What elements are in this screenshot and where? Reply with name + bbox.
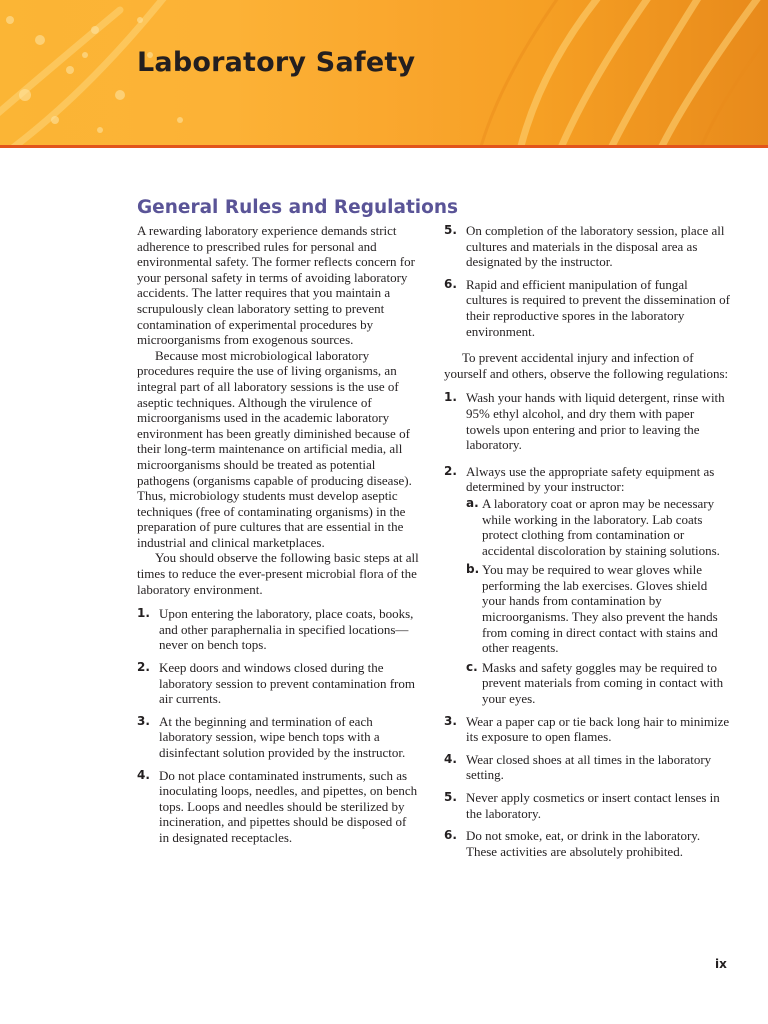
list-item-text: Do not smoke, eat, or drink in the laboratory. These activities are absolutely prohibited.	[466, 828, 701, 859]
sublist-item-letter: a.	[466, 495, 479, 510]
page-number: ix	[715, 957, 727, 971]
list-item-text: On completion of the laboratory session, place all cultures and materials in the disposal area as designated by the instructor.	[466, 223, 725, 270]
list-item	[137, 606, 419, 653]
list-item-number: 2.	[137, 660, 150, 675]
list-item-text: Wear a paper cap or tie back long hair to minimize its exposure to open flames.	[466, 713, 730, 745]
intro-paragraph-1: A rewarding laboratory experience demands strict adherence to prescribed rules for personal and environmental safety. The former reflects concern for your personal safety in terms of avoiding laboratory accidents. The latter requires that you maintain a scrupulously clean laboratory setting to prevent contamination of experimental procedures by microorganisms from exogenous sources.	[137, 223, 415, 348]
list-item	[444, 828, 730, 859]
section-heading: General Rules and Regulations	[137, 197, 459, 218]
sublist-item-text: You may be required to wear gloves while performing the lab exercises. Gloves shield your hands from contamination by microorganisms. They also prevent the hands from coming in direct contact with stains and other reagents.	[482, 562, 718, 656]
list-item-number: 6.	[444, 828, 457, 843]
list-item-text: Rapid and efficient manipulation of fungal cultures is required to prevent the dissemination of their reproductive spores in the laboratory environment.	[466, 276, 730, 339]
list-item-number: 1.	[444, 390, 457, 405]
sublist-item-letter: b.	[466, 562, 480, 577]
header-banner	[0, 0, 768, 145]
list-item	[444, 464, 730, 707]
list-item	[444, 752, 730, 783]
basic-steps-list	[137, 606, 419, 845]
list-item-text: Keep doors and windows closed during the laboratory session to prevent contamination from air currents.	[159, 660, 415, 707]
sublist-item-letter: c.	[466, 659, 478, 674]
list-item-number: 3.	[137, 713, 150, 728]
list-item-number: 5.	[444, 223, 457, 237]
page-title: Laboratory Safety	[137, 47, 416, 78]
sublist-item-text: A laboratory coat or apron may be necessary while working in the laboratory. Lab coats protect clothing from contamination or accidental discoloration by staining solutions.	[482, 495, 720, 558]
list-item	[444, 277, 730, 339]
list-item-number: 1.	[137, 606, 150, 621]
intro-paragraph-2: Because most microbiological laboratory procedures require the use of living organisms, an integral part of all laboratory sessions is the use of aseptic techniques. Although the virulence of microorganisms used in the academic laboratory environment has been greatly diminished because of their long-term maintenance on artificial media, all microorganisms should be treated as potential pathogens (organisms capable of producing disease). Thus, microbiology students must develop aseptic techniques (free of contaminating organisms) in the preparation of pure cultures that are essential in the industrial and clinical marketplaces.	[137, 347, 412, 550]
list-item-text: At the beginning and termination of each laboratory session, wipe bench tops with a disinfectant solution provided by the instructor.	[159, 713, 406, 760]
left-column	[137, 223, 419, 853]
list-item-text: Do not place contaminated instruments, such as inoculating loops, needles, and pipettes, on bench tops. Loops and needles should be sterilized by incineration, and pipettes should be disposed of in designated receptacles.	[159, 767, 418, 845]
regulations-list	[444, 390, 730, 859]
list-item-text: Wear closed shoes at all times in the laboratory setting.	[466, 751, 712, 783]
sublist-item	[466, 496, 730, 558]
list-item-number: 6.	[444, 276, 457, 291]
list-item	[444, 790, 730, 821]
intro-paragraph-3: You should observe the following basic steps at all times to reduce the ever-present microbial flora of the laboratory environment.	[137, 550, 419, 597]
sublist-item	[466, 562, 730, 656]
list-item-text: Always use the appropriate safety equipment as determined by your instructor:	[466, 463, 715, 495]
sublist-item	[466, 660, 730, 707]
list-item	[137, 768, 419, 846]
list-item-number: 5.	[444, 790, 457, 804]
list-item-number: 3.	[444, 713, 457, 728]
list-item-text: Upon entering the laboratory, place coats, books, and other paraphernalia in specified locations—never on bench tops.	[159, 606, 414, 653]
list-item	[444, 714, 730, 745]
list-item-text: Never apply cosmetics or insert contact lenses in the laboratory.	[466, 790, 720, 821]
list-item-number: 4.	[444, 751, 457, 766]
basic-steps-list-continued	[444, 223, 730, 339]
right-column	[444, 223, 730, 866]
list-item-text: Wash your hands with liquid detergent, rinse with 95% ethyl alcohol, and dry them with paper towels upon entering and prior to leaving the laboratory.	[466, 390, 725, 453]
list-item	[444, 390, 730, 452]
sublist-item-text: Masks and safety goggles may be required to prevent materials from coming in contact with your eyes.	[482, 659, 724, 707]
list-item	[137, 660, 419, 707]
banner-divider	[0, 145, 768, 148]
list-item	[137, 714, 419, 761]
equipment-sublist	[466, 496, 730, 707]
list-item-number: 4.	[137, 767, 150, 782]
regulations-intro: To prevent accidental injury and infection of yourself and others, observe the following regulations:	[444, 350, 729, 381]
list-item-number: 2.	[444, 463, 457, 478]
list-item	[444, 223, 730, 270]
